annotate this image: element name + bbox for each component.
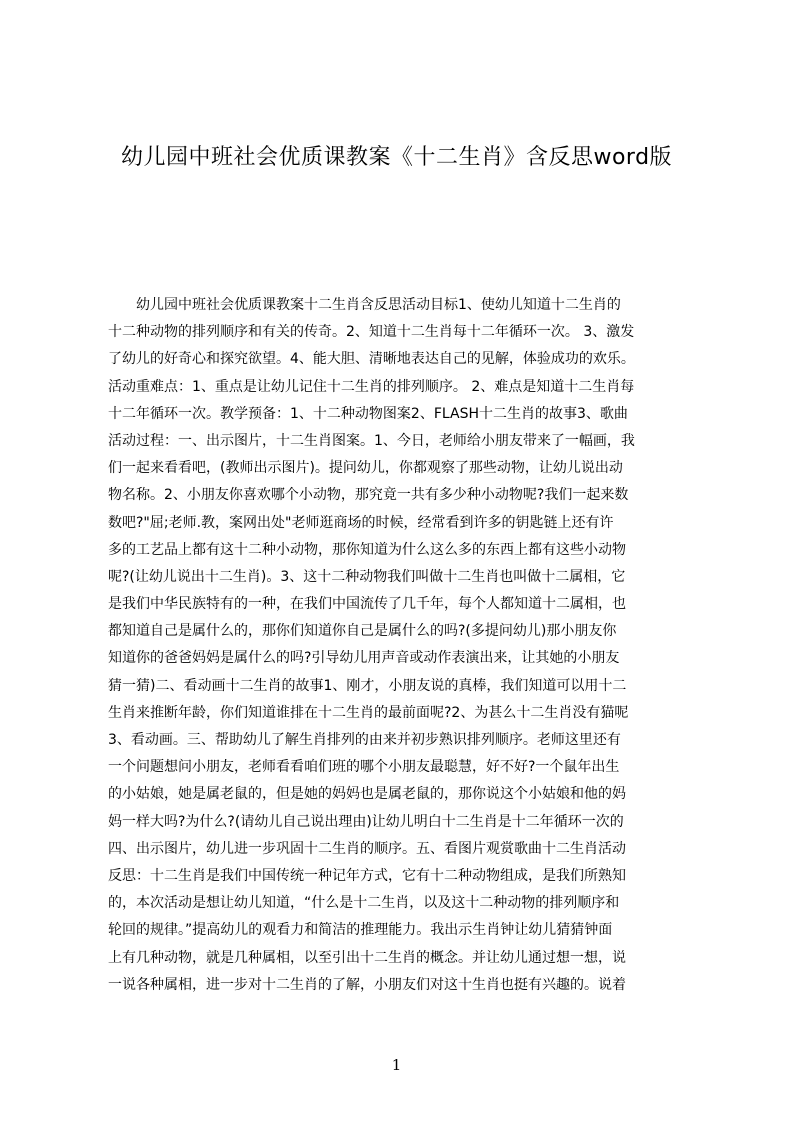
text-line: 物名称。2、小朋友你喜欢哪个小动物，那究竟一共有多少种小动物呢?我们一起来数: [108, 487, 629, 504]
text-line: 的，本次活动是想让幼儿知道，“什么是十二生肖，以及这十二种动物的排列顺序和: [108, 895, 620, 912]
text-line: 猜一猜)二、看动画十二生肖的故事1、刚才，小朋友说的真棒，我们知道可以用十二: [108, 677, 627, 694]
text-line: 反思：十二生肖是我们中国传统一种记年方式，它有十二种动物组成，是我们所熟知: [108, 867, 626, 884]
document-title: 幼儿园中班社会优质课教案《十二生肖》含反思word版: [120, 145, 673, 170]
text-line: 活动过程：一、出示图片，十二生肖图案。1、今日，老师给小朋友带来了一幅画，我: [108, 432, 635, 449]
text-line: 们一起来看看吧，(教师出示图片)。提问幼儿，你都观察了那些动物，让幼儿说出动: [108, 460, 623, 477]
text-line: 知道你的爸爸妈妈是属什么的吗?引导幼儿用声音或动作表演出来，让其她的小朋友: [108, 650, 620, 667]
text-line: 3、看动画。三、帮助幼儿了解生肖排列的由来并初步熟识排列顺序。老师这里还有: [108, 732, 621, 748]
text-line: 呢?(让幼儿说出十二生肖)。3、这十二种动物我们叫做十二生肖也叫做十二属相，它: [108, 568, 626, 585]
text-line: 幼儿园中班社会优质课教案十二生肖含反思活动目标1、使幼儿知道十二生肖的: [108, 297, 621, 313]
text-line: 十二年循环一次。教学预备：1、十二种动物图案2、FLASH十二生肖的故事3、歌曲: [108, 405, 628, 422]
text-line: 四、出示图片，幼儿进一步巩固十二生肖的顺序。五、看图片观赏歌曲十二生肖活动: [108, 840, 626, 857]
text-line: 妈一样大吗?为什么?(请幼儿自己说出理由)让幼儿明白十二生肖是十二年循环一次的: [108, 813, 624, 830]
page-number: 1: [391, 1056, 402, 1074]
text-line: 活动重难点：1、重点是让幼儿记住十二生肖的排列顺序。 2、难点是知道十二生肖每: [108, 378, 635, 395]
text-line: 多的工艺品上都有这十二种小动物，那你知道为什么这么多的东西上都有这些小动物: [108, 541, 626, 558]
text-line: 轮回的规律。”提高幼儿的观看力和简洁的推理能力。我出示生肖钟让幼儿猜猜钟面: [108, 922, 613, 939]
text-line: 是我们中华民族特有的一种，在我们中国流传了几千年，每个人都知道十二属相，也: [108, 596, 626, 613]
text-line: 生肖来推断年龄，你们知道谁排在十二生肖的最前面呢?2、为甚么十二生肖没有猫呢: [108, 704, 629, 721]
text-line: 了幼儿的好奇心和探究欲望。4、能大胆、清晰地表达自己的见解，体验成功的欢乐。: [108, 351, 635, 368]
text-line: 数吧?"屈;老师.教，案网出处"老师逛商场的时候，经常看到许多的钥匙链上还有许: [108, 514, 614, 531]
text-line: 十二种动物的排列顺序和有关的传奇。2、知道十二生肖每十二年循环一次。 3、激发: [108, 324, 635, 341]
text-line: 一说各种属相，进一步对十二生肖的了解，小朋友们对这十生肖也挺有兴趣的。说着: [108, 976, 626, 993]
text-line: 都知道自己是属什么的，那你们知道你自己是属什么的吗?(多提问幼儿)那小朋友你: [108, 623, 617, 640]
text-line: 一个问题想问小朋友，老师看看咱们班的哪个小朋友最聪慧，好不好?一个鼠年出生: [108, 759, 620, 776]
body-paragraph: [108, 292, 700, 993]
text-line: 上有几种动物，就是几种属相，以至引出十二生肖的概念。并让幼儿通过想一想，说: [108, 949, 626, 966]
text-line: 的小姑娘，她是属老鼠的，但是她的妈妈也是属老鼠的，那你说这个小姑娘和他的妈: [108, 786, 626, 803]
